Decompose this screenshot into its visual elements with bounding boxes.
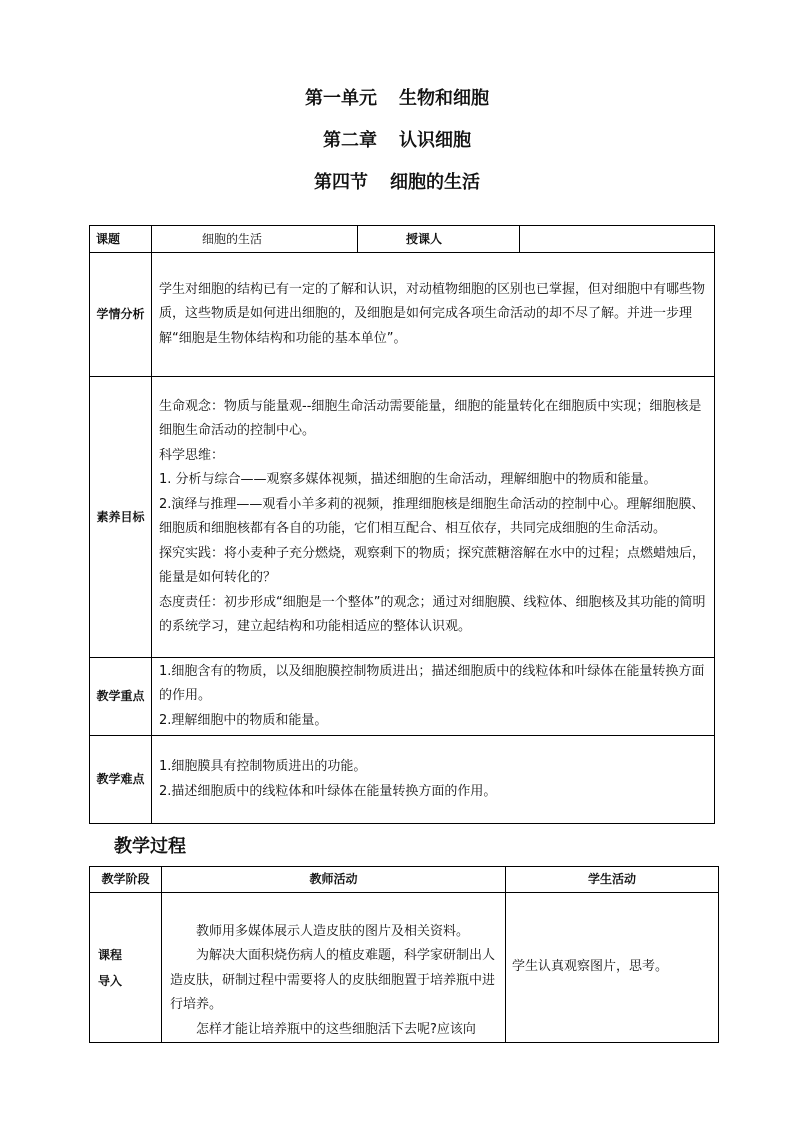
topic-label: 课题 <box>90 226 152 253</box>
goal-inquiry: 探究实践：将小麦种子充分燃烧，观察剩下的物质；探究蔗糖溶解在水中的过程；点燃蜡烛后，能量是如何转化的？ <box>159 545 706 585</box>
teacher-value <box>520 226 715 253</box>
key-points-content <box>152 658 715 736</box>
col-stage-header: 教学阶段 <box>90 867 162 893</box>
process-row-intro <box>90 893 719 1043</box>
difficulty-1: 1.细胞膜具有控制物质进出的功能。 <box>159 759 367 774</box>
topic-value: 细胞的生活 <box>152 226 358 253</box>
difficulty-label: 教学难点 <box>90 736 152 824</box>
teacher-activity-cell <box>162 893 506 1043</box>
key-points-label: 教学重点 <box>90 658 152 736</box>
key-point-2: 2.理解细胞中的物质和能量。 <box>159 712 328 728</box>
teaching-process-table <box>89 866 719 1043</box>
topic-row <box>90 226 715 253</box>
section-title: 细胞的生活 <box>390 172 480 193</box>
teacher-paragraph-1: 教师用多媒体展示人造皮肤的图片及相关资料。 <box>196 923 470 939</box>
goals-row <box>90 377 715 658</box>
teaching-process-title: 教学过程 <box>114 836 186 857</box>
difficulty-row <box>90 736 715 824</box>
chapter-heading <box>0 126 794 152</box>
teacher-paragraph-2: 为解决大面积烧伤病人的植皮难题，科学家研制出人造皮肤，研制过程中需要将人的皮肤细胞置于培养瓶中进行培养。 <box>170 948 496 1012</box>
col-teacher-header: 教师活动 <box>162 867 506 893</box>
unit-title: 生物和细胞 <box>399 88 489 109</box>
stage-line-2: 导入 <box>98 973 123 988</box>
process-header-row <box>90 867 719 893</box>
col-student-header: 学生活动 <box>506 867 719 893</box>
unit-number: 第一单元 <box>305 88 377 109</box>
goal-science-thinking: 科学思维： <box>159 447 225 463</box>
unit-heading <box>0 84 794 110</box>
analysis-text: 学生对细胞的结构已有一定的了解和认识，对动植物细胞的区别也已掌握，但对细胞中有哪些物质，这些物质是如何进出细胞的，及细胞是如何完成各项生命活动的却不尽了解。并进一步理解“细胞是生物体结构和功能的基本单位”。 <box>152 253 715 377</box>
student-activity-cell: 学生认真观察图片，思考。 <box>506 893 719 1043</box>
difficulty-content <box>152 736 715 824</box>
goal-life-concept: 生命观念：物质与能量观--细胞生命活动需要能量，细胞的能量转化在细胞质中实现；细胞核是细胞生命活动的控制中心。 <box>159 398 702 438</box>
chapter-number: 第二章 <box>323 130 377 151</box>
goal-item-2: 2.演绎与推理——观看小羊多莉的视频，推理细胞核是细胞生命活动的控制中心。理解细胞膜、细胞质和细胞核都有各自的功能，它们相互配合、相互依存，共同完成细胞的生命活动。 <box>159 496 705 536</box>
goal-item-1: 1. 分析与综合——观察多媒体视频，描述细胞的生命活动，理解细胞中的物质和能量。 <box>159 472 657 487</box>
section-heading <box>0 168 794 194</box>
goal-attitude: 态度责任：初步形成“细胞是一个整体”的观念；通过对细胞膜、线粒体、细胞核及其功能的简明的系统学习，建立起结构和功能相适应的整体认识观。 <box>159 594 706 634</box>
difficulty-2: 2.描述细胞质中的线粒体和叶绿体在能量转换方面的作用。 <box>159 783 497 799</box>
teacher-paragraph-3: 怎样才能让培养瓶中的这些细胞活下去呢?应该向 <box>196 1021 476 1037</box>
chapter-title: 认识细胞 <box>399 130 471 151</box>
stage-cell <box>90 893 162 1043</box>
key-points-row <box>90 658 715 736</box>
section-number: 第四节 <box>314 172 368 193</box>
stage-line-1: 课程 <box>98 947 123 962</box>
analysis-row <box>90 253 715 377</box>
goals-label: 素养目标 <box>90 377 152 658</box>
goals-content <box>152 377 715 658</box>
key-point-1: 1.细胞含有的物质，以及细胞膜控制物质进出；描述细胞质中的线粒体和叶绿体在能量转换方面的作用。 <box>159 663 705 704</box>
teacher-label: 授课人 <box>358 226 520 253</box>
lesson-info-table <box>89 225 715 824</box>
analysis-label: 学情分析 <box>90 253 152 377</box>
